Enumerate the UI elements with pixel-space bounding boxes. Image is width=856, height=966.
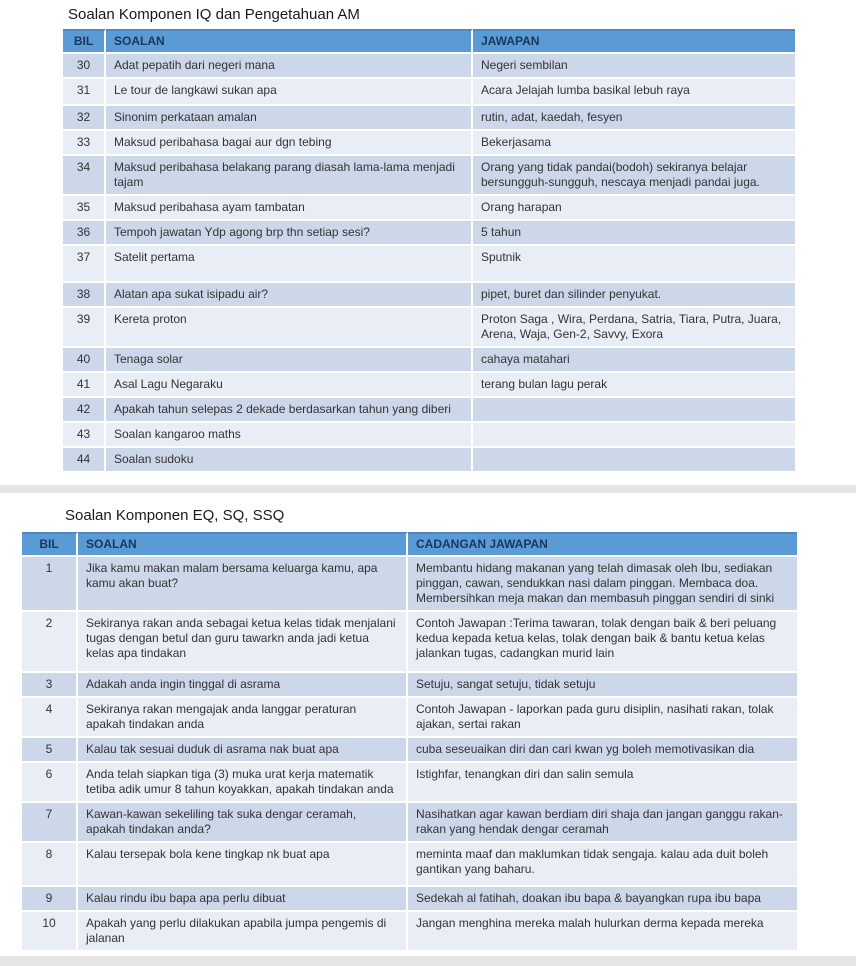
cell-soalan: Maksud peribahasa belakang parang diasah lama-lama menjadi tajam: [106, 156, 473, 196]
iq-section-title: Soalan Komponen IQ dan Pengetahuan AM: [68, 6, 360, 23]
cell-bil: 4: [22, 698, 78, 738]
cell-jawapan: Contoh Jawapan :Terima tawaran, tolak dengan baik & beri peluang kedua kepada ketua kelas, tolak dengan baik & bantu ketua kelas jalankan tugas, cadangkan murid lain: [408, 612, 797, 673]
cell-jawapan: Negeri sembilan: [473, 54, 795, 79]
cell-soalan: Maksud peribahasa ayam tambatan: [106, 196, 473, 221]
table-row: [22, 738, 797, 763]
cell-soalan: Jika kamu makan malam bersama keluarga kamu, apa kamu akan buat?: [78, 557, 408, 612]
cell-bil: 34: [63, 156, 106, 196]
cell-soalan: Apakah yang perlu dilakukan apabila jumpa pengemis di jalanan: [78, 912, 408, 952]
eq-sq-ssq-table: [22, 532, 797, 952]
table-row: [22, 887, 797, 912]
cell-jawapan: [473, 448, 795, 473]
table-row: [22, 673, 797, 698]
table-row: [63, 283, 795, 308]
cell-bil: 41: [63, 373, 106, 398]
table-row: [22, 698, 797, 738]
cell-bil: 10: [22, 912, 78, 952]
cell-bil: 42: [63, 398, 106, 423]
cell-bil: 32: [63, 106, 106, 131]
table-row: [63, 54, 795, 79]
cell-soalan: Soalan kangaroo maths: [106, 423, 473, 448]
cell-soalan: Anda telah siapkan tiga (3) muka urat kerja matematik tetiba adik umur 8 tahun koyakkan, apakah tindakan anda: [78, 763, 408, 803]
cell-soalan: Kalau rindu ibu bapa apa perlu dibuat: [78, 887, 408, 912]
table-row: [63, 308, 795, 348]
cell-bil: 43: [63, 423, 106, 448]
page-iq-section: [0, 6, 856, 473]
cell-bil: 36: [63, 221, 106, 246]
table-row: [22, 557, 797, 612]
cell-soalan: Sinonim perkataan amalan: [106, 106, 473, 131]
cell-jawapan: Proton Saga , Wira, Perdana, Satria, Tiara, Putra, Juara, Arena, Waja, Gen-2, Savvy, Exora: [473, 308, 795, 348]
cell-bil: 38: [63, 283, 106, 308]
cell-soalan: Tenaga solar: [106, 348, 473, 373]
table-row: [22, 803, 797, 843]
cell-jawapan: Sedekah al fatihah, doakan ibu bapa & bayangkan rupa ibu bapa: [408, 887, 797, 912]
cell-soalan: Apakah tahun selepas 2 dekade berdasarkan tahun yang diberi: [106, 398, 473, 423]
table-row: [63, 398, 795, 423]
table-row: [63, 246, 795, 283]
cell-soalan: Kalau tak sesuai duduk di asrama nak buat apa: [78, 738, 408, 763]
column-header-cadangan-jawapan: CADANGAN JAWAPAN: [408, 532, 797, 557]
cell-bil: 37: [63, 246, 106, 283]
cell-bil: 44: [63, 448, 106, 473]
cell-bil: 31: [63, 79, 106, 106]
cell-jawapan: Nasihatkan agar kawan berdiam diri shaja dan jangan ganggu rakan-rakan yang hendak dengar ceramah: [408, 803, 797, 843]
cell-bil: 2: [22, 612, 78, 673]
cell-soalan: Soalan sudoku: [106, 448, 473, 473]
column-header-bil: BIL: [22, 532, 78, 557]
table-row: [63, 106, 795, 131]
cell-jawapan: Bekerjasama: [473, 131, 795, 156]
cell-soalan: Satelit pertama: [106, 246, 473, 283]
cell-soalan: Sekiranya rakan mengajak anda langgar peraturan apakah tindakan anda: [78, 698, 408, 738]
cell-soalan: Kereta proton: [106, 308, 473, 348]
cell-jawapan: Jangan menghina mereka malah hulurkan derma kepada mereka: [408, 912, 797, 952]
table-row: [63, 423, 795, 448]
cell-jawapan: Istighfar, tenangkan diri dan salin semula: [408, 763, 797, 803]
table-row: [63, 348, 795, 373]
page-divider: [0, 485, 856, 493]
table-row: [63, 196, 795, 221]
cell-jawapan: Setuju, sangat setuju, tidak setuju: [408, 673, 797, 698]
table-row: [63, 373, 795, 398]
cell-bil: 1: [22, 557, 78, 612]
table-row: [63, 79, 795, 106]
cell-soalan: Kalau tersepak bola kene tingkap nk buat apa: [78, 843, 408, 887]
page-eq-section: [0, 507, 856, 952]
cell-jawapan: terang bulan lagu perak: [473, 373, 795, 398]
cell-jawapan: Membantu hidang makanan yang telah dimasak oleh Ibu, sediakan pinggan, cawan, sendukkan nasi dalam pinggan. Membaca doa. Membersihkan meja makan dan membasuh pinggan sendiri di sinki: [408, 557, 797, 612]
cell-jawapan: cahaya matahari: [473, 348, 795, 373]
cell-soalan: Adakah anda ingin tinggal di asrama: [78, 673, 408, 698]
cell-jawapan: 5 tahun: [473, 221, 795, 246]
table-row: [63, 156, 795, 196]
cell-jawapan: Sputnik: [473, 246, 795, 283]
table-row: [63, 221, 795, 246]
column-header-soalan: SOALAN: [78, 532, 408, 557]
table-row: [63, 131, 795, 156]
cell-soalan: Le tour de langkawi sukan apa: [106, 79, 473, 106]
cell-jawapan: rutin, adat, kaedah, fesyen: [473, 106, 795, 131]
iq-table-body: [63, 54, 795, 473]
iq-am-table: [63, 29, 795, 473]
cell-jawapan: meminta maaf dan maklumkan tidak sengaja. kalau ada duit boleh gantikan yang baharu.: [408, 843, 797, 887]
cell-bil: 3: [22, 673, 78, 698]
cell-bil: 35: [63, 196, 106, 221]
table-row: [22, 912, 797, 952]
iq-table-header: [63, 29, 795, 54]
cell-jawapan: [473, 423, 795, 448]
cell-soalan: Tempoh jawatan Ydp agong brp thn setiap sesi?: [106, 221, 473, 246]
table-row: [22, 843, 797, 887]
table-row: [63, 448, 795, 473]
table-row: [22, 763, 797, 803]
column-header-bil: BIL: [63, 29, 106, 54]
eq-section-title: Soalan Komponen EQ, SQ, SSQ: [65, 507, 285, 524]
column-header-jawapan: JAWAPAN: [473, 29, 795, 54]
eq-table-header: [22, 532, 797, 557]
cell-bil: 8: [22, 843, 78, 887]
cell-bil: 5: [22, 738, 78, 763]
cell-jawapan: [473, 398, 795, 423]
cell-soalan: Adat pepatih dari negeri mana: [106, 54, 473, 79]
cell-jawapan: Orang harapan: [473, 196, 795, 221]
cell-soalan: Asal Lagu Negaraku: [106, 373, 473, 398]
bottom-page-divider: [0, 956, 856, 966]
cell-jawapan: Contoh Jawapan - laporkan pada guru disiplin, nasihati rakan, tolak ajakan, sertai rakan: [408, 698, 797, 738]
table-row: [22, 612, 797, 673]
cell-bil: 30: [63, 54, 106, 79]
cell-bil: 40: [63, 348, 106, 373]
cell-soalan: Kawan-kawan sekeliling tak suka dengar ceramah, apakah tindakan anda?: [78, 803, 408, 843]
column-header-soalan: SOALAN: [106, 29, 473, 54]
cell-bil: 6: [22, 763, 78, 803]
cell-soalan: Alatan apa sukat isipadu air?: [106, 283, 473, 308]
header-row: [22, 532, 797, 557]
eq-table-body: [22, 557, 797, 952]
cell-jawapan: pipet, buret dan silinder penyukat.: [473, 283, 795, 308]
cell-bil: 39: [63, 308, 106, 348]
cell-bil: 33: [63, 131, 106, 156]
cell-jawapan: Acara Jelajah lumba basikal lebuh raya: [473, 79, 795, 106]
cell-jawapan: cuba seseuaikan diri dan cari kwan yg boleh memotivasikan dia: [408, 738, 797, 763]
header-row: [63, 29, 795, 54]
cell-jawapan: Orang yang tidak pandai(bodoh) sekiranya belajar bersungguh-sungguh, nescaya menjadi pandai juga.: [473, 156, 795, 196]
cell-soalan: Sekiranya rakan anda sebagai ketua kelas tidak menjalani tugas dengan betul dan guru tawarkn anda jadi ketua kelas apa tindakan: [78, 612, 408, 673]
cell-bil: 9: [22, 887, 78, 912]
cell-soalan: Maksud peribahasa bagai aur dgn tebing: [106, 131, 473, 156]
cell-bil: 7: [22, 803, 78, 843]
